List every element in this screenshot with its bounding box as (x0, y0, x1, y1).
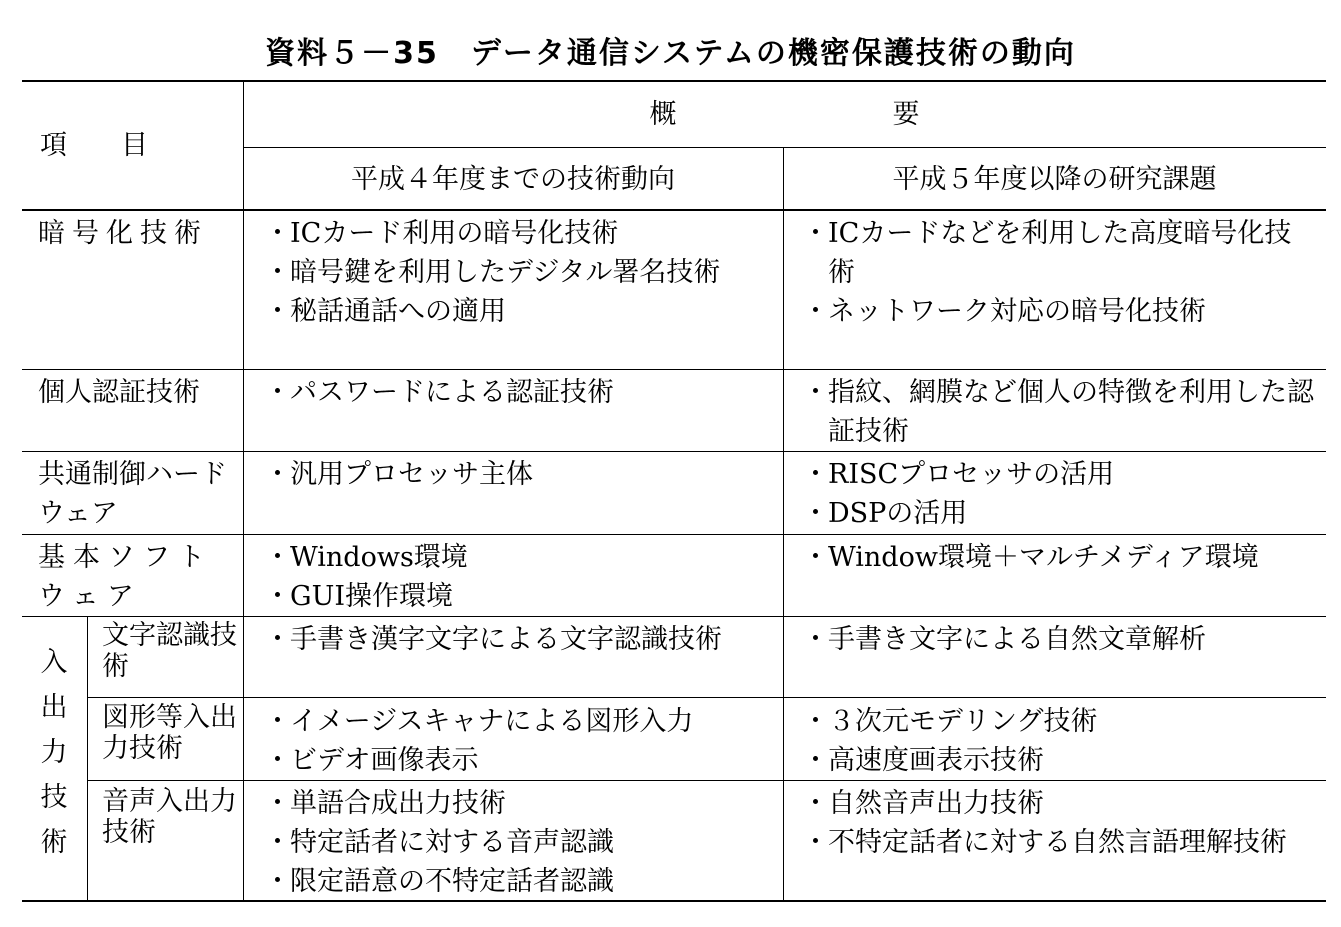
list-item: ・ 秘話通話への適用 (270, 292, 775, 331)
list-item: ・ ３次元モデリング技術 (808, 702, 1318, 741)
list-item: ・ イメージスキャナによる図形入力 (270, 702, 775, 741)
basic-software-until-h4 (270, 538, 775, 614)
encryption-until-h4 (270, 214, 775, 367)
voice-io-from-h5 (808, 784, 1318, 898)
row-divider (22, 616, 1326, 617)
row-label-char-recognition: 文字認識技術 (102, 620, 237, 682)
voice-io-until-h4 (270, 784, 775, 898)
io-group-label (30, 640, 78, 865)
list-item: ・ 不特定話者に対する自然言語理解技術 (808, 823, 1318, 862)
header-bottom-border (22, 209, 1326, 211)
row-divider (22, 451, 1326, 452)
table-bottom-border (22, 900, 1326, 902)
list-item: ・ 単語合成出力技術 (270, 784, 775, 823)
header-divider (243, 147, 1326, 148)
row-label-graphics-io: 図形等入出力技術 (102, 702, 237, 764)
graphics-io-until-h4 (270, 702, 775, 778)
list-item: ・ ICカード利用の暗号化技術 (270, 214, 775, 253)
list-item: ・ 暗号鍵を利用したデジタル署名技術 (270, 253, 775, 292)
io-group-label-char: 入 (40, 647, 68, 678)
column-divider (243, 80, 244, 901)
list-item: ・ RISCプロセッサの活用 (808, 455, 1318, 494)
io-group-label-char: 力 (40, 737, 68, 768)
personal-auth-until-h4 (270, 373, 775, 449)
row-divider (87, 780, 1326, 781)
row-divider (87, 697, 1326, 698)
list-item: ・ ビデオ画像表示 (270, 741, 775, 778)
list-item: ・ 手書き文字による自然文章解析 (808, 620, 1318, 659)
row-label-voice-io: 音声入出力技術 (102, 786, 237, 848)
io-group-label-char: 術 (40, 827, 68, 858)
list-item: ・ パスワードによる認証技術 (270, 373, 775, 412)
list-item: ・ 自然音声出力技術 (808, 784, 1318, 823)
table-top-border (22, 80, 1326, 82)
io-group-divider (87, 616, 88, 901)
list-item: ・ GUI操作環境 (270, 577, 775, 614)
header-item: 項 目 (40, 130, 148, 161)
list-item: ・ 限定語意の不特定話者認識 (270, 862, 775, 898)
encryption-from-h5 (808, 214, 1318, 367)
row-divider (22, 534, 1326, 535)
common-hardware-until-h4 (270, 455, 775, 532)
column-divider (783, 147, 784, 901)
header-until-h4: 平成４年度までの技術動向 (351, 164, 675, 195)
list-item: ・ 指紋、網膜など個人の特徴を利用した認証技術 (808, 373, 1318, 449)
list-item: ・ 手書き漢字文字による文字認識技術 (270, 620, 775, 659)
io-group-label-char: 出 (40, 692, 68, 723)
row-divider (22, 369, 1326, 370)
page-title: 資料５－35 データ通信システムの機密保護技術の動向 (265, 36, 1076, 71)
row-label-encryption: 暗号化技術 (38, 218, 208, 249)
header-from-h5: 平成５年度以降の研究課題 (892, 164, 1217, 195)
char-recognition-from-h5 (808, 620, 1318, 695)
char-recognition-until-h4 (270, 620, 775, 695)
common-hardware-from-h5 (808, 455, 1318, 532)
list-item: ・ DSPの活用 (808, 494, 1318, 532)
list-item: ・ ICカードなどを利用した高度暗号化技術 (808, 214, 1318, 292)
list-item: ・ 汎用プロセッサ主体 (270, 455, 775, 494)
header-overview: 概 要 (649, 99, 920, 130)
basic-software-from-h5 (808, 538, 1318, 614)
row-label-common-hardware: 共通制御ハードウェア (38, 459, 227, 529)
list-item: ・ 高速度画表示技術 (808, 741, 1318, 778)
io-group-label-char: 技 (40, 782, 68, 813)
list-item: ・ ネットワーク対応の暗号化技術 (808, 292, 1318, 331)
list-item: ・ 特定話者に対する音声認識 (270, 823, 775, 862)
list-item: ・ Windows環境 (270, 538, 775, 577)
personal-auth-from-h5 (808, 373, 1318, 449)
graphics-io-from-h5 (808, 702, 1318, 778)
row-label-personal-auth: 個人認証技術 (38, 377, 200, 408)
list-item: ・ Window環境＋マルチメディア環境 (808, 538, 1318, 577)
row-label-basic-software: 基本ソフトウェア (38, 542, 213, 612)
